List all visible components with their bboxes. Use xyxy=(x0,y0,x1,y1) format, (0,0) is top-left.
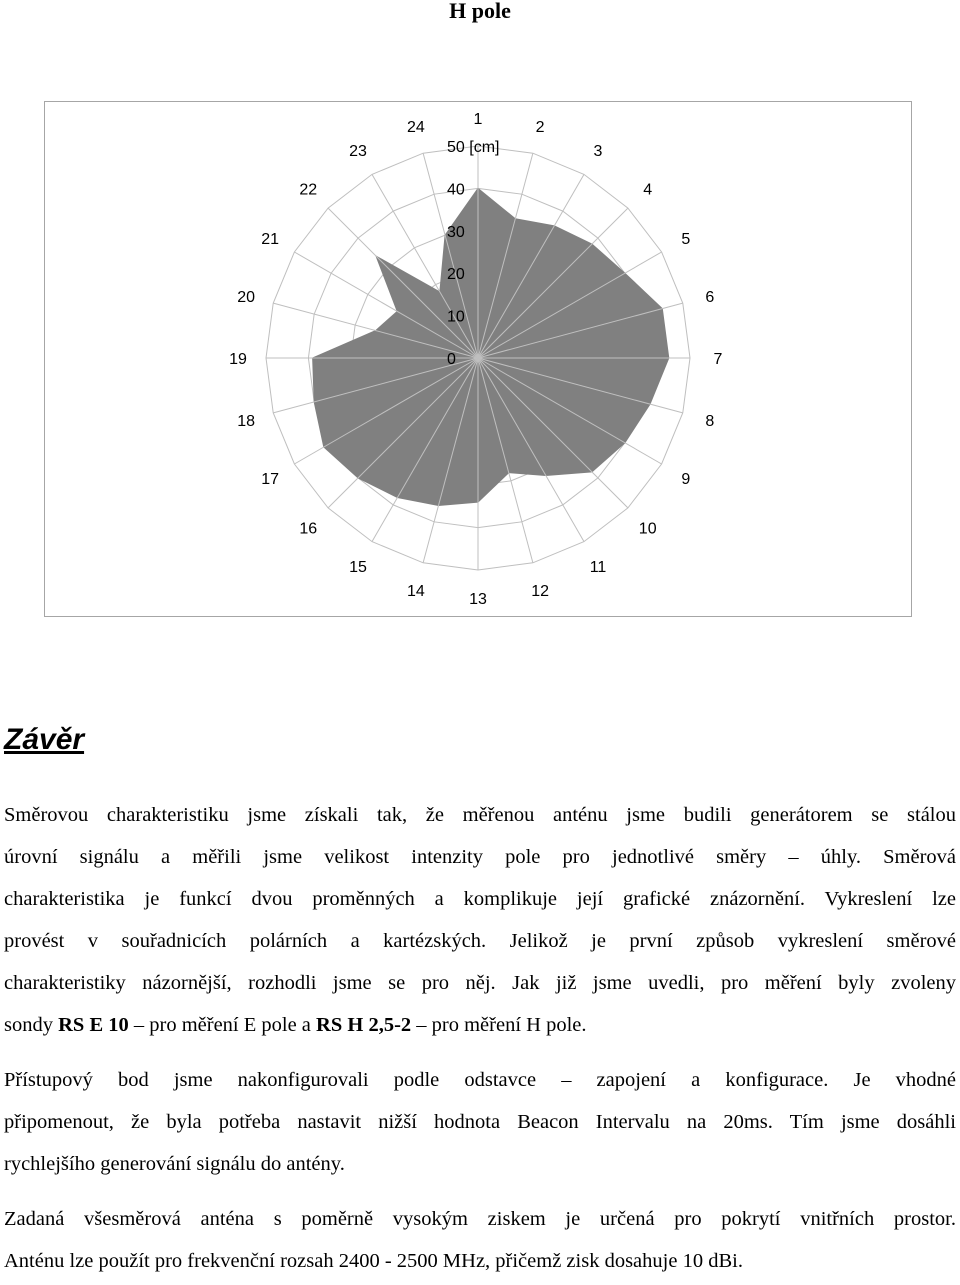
radial-tick-label: 30 xyxy=(447,223,465,241)
p1-text: sondy xyxy=(4,1014,59,1036)
category-label: 12 xyxy=(531,582,550,600)
category-label: 16 xyxy=(299,520,318,538)
p1-text: – pro měření E pole a xyxy=(128,1014,317,1036)
page-title: H pole xyxy=(449,0,511,23)
radar-series xyxy=(313,188,669,505)
series-area xyxy=(313,188,669,505)
category-label: 10 xyxy=(638,520,657,538)
radar-chart xyxy=(0,0,960,640)
category-label: 11 xyxy=(589,558,607,576)
p1-line: úrovní signálu a měřili jsme velikost intenzity pole pro jednotlivé směry – úhly. Směrová xyxy=(4,846,956,868)
category-label: 19 xyxy=(229,351,247,368)
p1-text: – pro měření H pole. xyxy=(411,1014,587,1036)
category-label: 14 xyxy=(406,582,425,600)
category-label: 18 xyxy=(237,413,256,431)
probe-e-name: RS E 10 xyxy=(58,1014,129,1036)
category-label: 20 xyxy=(237,288,256,306)
p3-line: Anténu lze použít pro frekvenční rozsah 2400 - 2500 MHz, přičemž zisk dosahuje 10 dBi. xyxy=(4,1250,743,1272)
category-label: 17 xyxy=(261,471,280,488)
paragraph-3 xyxy=(4,1198,956,1282)
p2-line: rychlejšího generování signálu do antény. xyxy=(4,1153,345,1175)
category-label: 21 xyxy=(261,231,280,248)
p1-line: charakteristika je funkcí dvou proměnných a komplikuje její grafické znázornění. Vykreslení lze xyxy=(4,888,956,910)
category-label: 22 xyxy=(299,181,318,199)
radar-spokes xyxy=(266,146,690,570)
p1-last-line xyxy=(4,1004,956,1046)
category-label: 9 xyxy=(681,471,691,488)
radial-tick-label: 0 xyxy=(447,351,456,368)
category-label: 2 xyxy=(535,119,545,137)
category-label: 13 xyxy=(469,591,487,608)
p1-line: Směrovou charakteristiku jsme získali tak, že měřenou anténu jsme budili generátorem se stálou xyxy=(4,804,956,826)
paragraph-2 xyxy=(4,1059,956,1185)
radial-tick-label: 20 xyxy=(447,266,465,284)
category-label: 15 xyxy=(349,558,367,576)
category-label: 8 xyxy=(705,413,715,431)
radial-tick-label: 10 xyxy=(447,308,465,326)
p1-line: charakteristiky názornější, rozhodli jsme se pro něj. Jak již jsme uvedli, pro měření byly zvoleny xyxy=(4,972,956,994)
category-label: 1 xyxy=(473,111,483,128)
p2-line: připomenout, že byla potřeba nastavit nižší hodnota Beacon Intervalu na 20ms. Tím jsme dosáhli xyxy=(4,1111,956,1133)
category-label: 6 xyxy=(705,288,715,306)
category-label: 5 xyxy=(681,231,691,248)
section-heading: Závěr xyxy=(4,723,85,756)
category-label: 24 xyxy=(406,119,425,137)
p3-line: Zadaná všesměrová anténa s poměrně vysokým ziskem je určená pro pokrytí vnitřních prostor. xyxy=(4,1208,956,1230)
p2-line: Přístupový bod jsme nakonfigurovali podle odstavce – zapojení a konfigurace. Je vhodné xyxy=(4,1069,956,1091)
probe-h-name: RS H 2,5-2 xyxy=(316,1014,412,1036)
category-label: 4 xyxy=(643,181,653,199)
category-label: 7 xyxy=(713,351,723,368)
category-label: 3 xyxy=(593,143,603,161)
paragraph-1 xyxy=(4,794,956,1046)
radial-tick-label: 40 xyxy=(447,181,465,199)
p1-line: provést v souřadnicích polárních a kartézských. Jelikož je první způsob vykreslení směrové xyxy=(4,930,956,952)
category-label: 23 xyxy=(349,143,367,161)
radial-tick-label: 50 [cm] xyxy=(447,139,500,156)
